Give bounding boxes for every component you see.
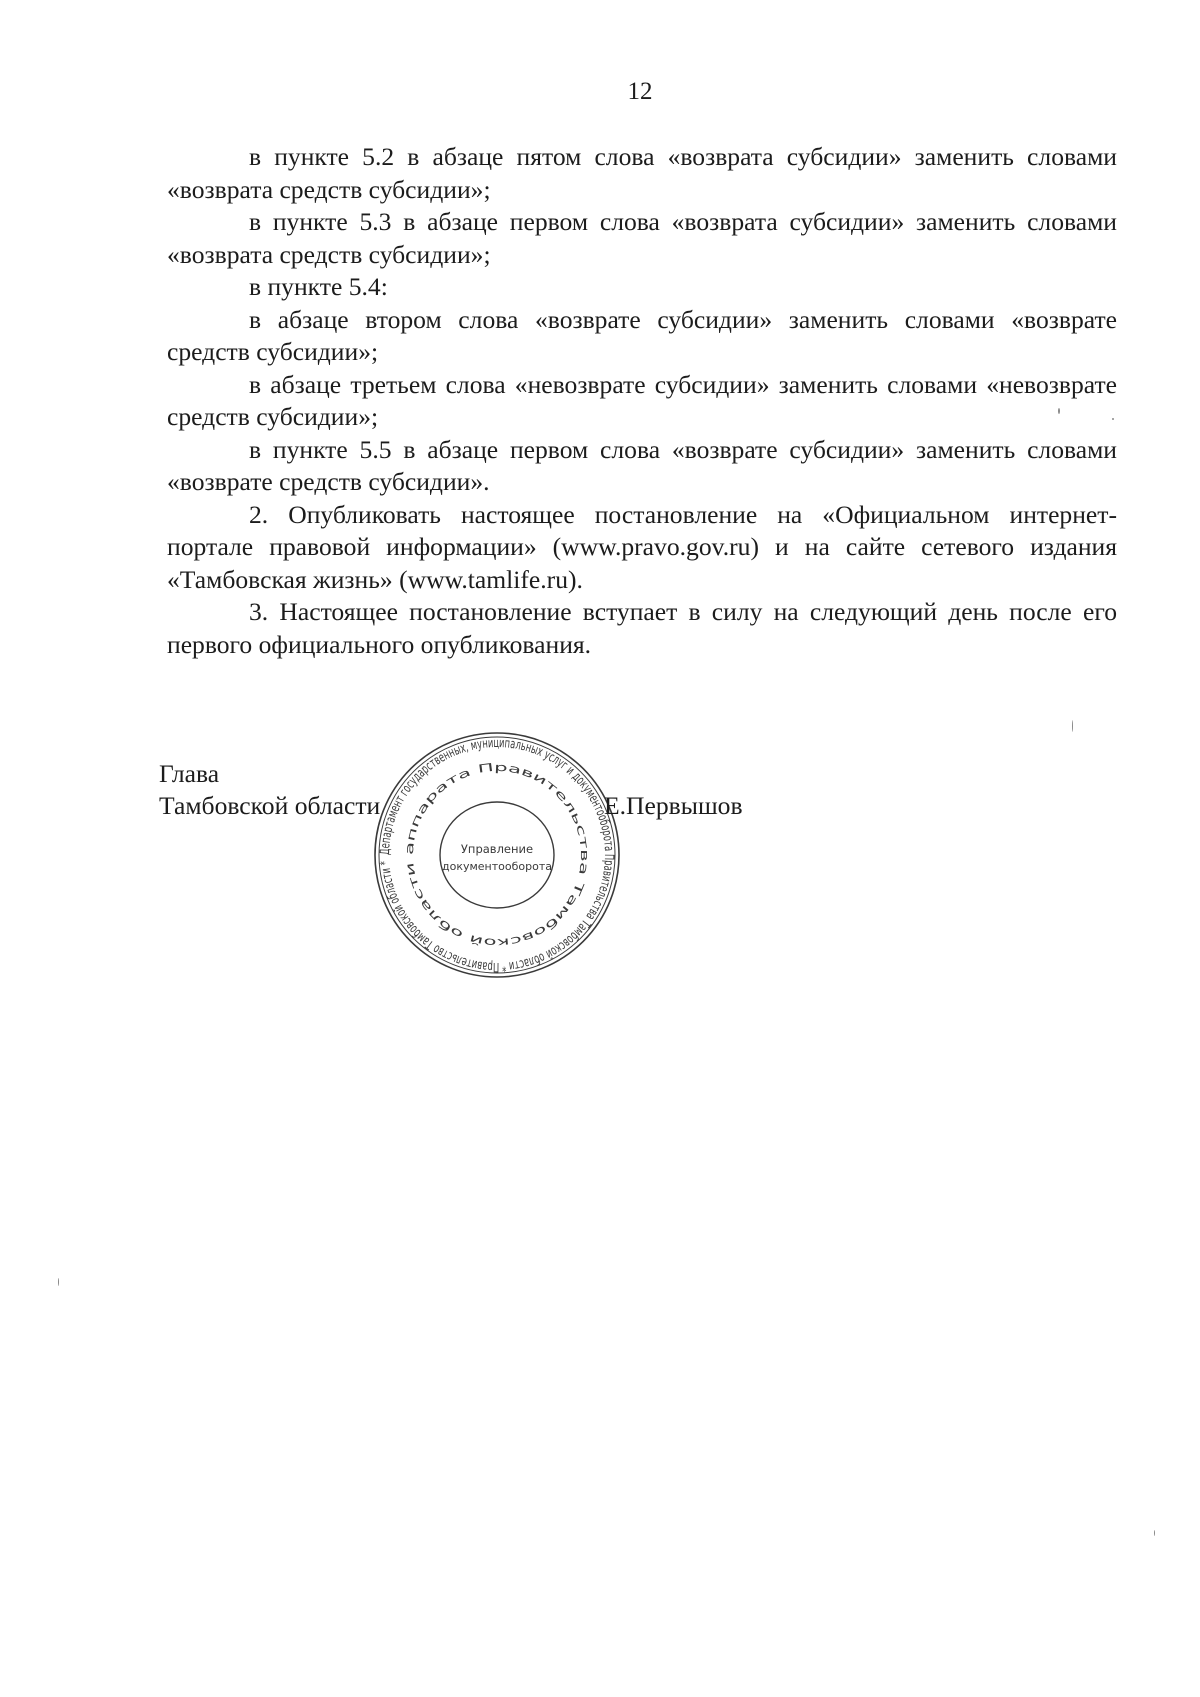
seal-graphic <box>367 730 627 980</box>
signatory-name: Е.Первышов <box>604 791 743 820</box>
paragraph-item-5-4-heading: в пункте 5.4: <box>249 272 388 301</box>
scan-artifact <box>1112 418 1114 420</box>
paragraph-item-5-3: в пункте 5.3 в абзаце первом слова «возврата субсидии» заменить словами «возврата средств субсидии»; <box>167 207 1117 269</box>
scan-artifact <box>1154 1530 1155 1536</box>
paragraph-item-5-4-third: в абзаце третьем слова «невозврате субсидии» заменить словами «невозврате средств субсидии»; <box>167 369 1117 431</box>
paragraph-publication: 2. Опубликовать настоящее постановление на «Официальном интернет-портале правовой информации» (www.pravo.gov.ru) и на сайте сетевого издания «Тамбовская жизнь» (www.tamlife.ru). <box>167 499 1117 594</box>
paragraph-item-5-2: в пункте 5.2 в абзаце пятом слова «возврата субсидии» заменить словами «возврата средств субсидии»; <box>167 142 1117 204</box>
signature-position-line2: Тамбовской области <box>159 791 381 820</box>
official-seal-stamp <box>367 730 627 980</box>
page-number: 12 <box>627 78 653 105</box>
scan-artifact <box>1072 720 1073 732</box>
paragraph-effective-date: 3. Настоящее постановление вступает в силу на следующий день после его первого официального опубликования. <box>167 597 1117 659</box>
seal-center-line2: документооборота <box>442 860 552 873</box>
seal-outer-ring-text: Департамент государственных, муниципальных услуг и документооборота Правительства Тамбовской области * Правительство Тамбовской области * <box>377 735 617 975</box>
signature-position-line1: Глава <box>159 759 220 788</box>
paragraph-item-5-4-second: в абзаце втором слова «возврате субсидии» заменить словами «возврате средств субсидии»; <box>167 304 1117 366</box>
seal-inner-ring-text: аппарата Правительства Тамбовской области <box>402 760 592 950</box>
signature-position <box>159 758 380 822</box>
paragraph-item-5-5: в пункте 5.5 в абзаце первом слова «возврате субсидии» заменить словами «возврате средств субсидии». <box>167 434 1117 496</box>
scan-artifact <box>58 1278 59 1286</box>
seal-center-line1: Управление <box>460 842 534 856</box>
document-body <box>167 141 1117 661</box>
scan-artifact <box>1058 408 1060 414</box>
